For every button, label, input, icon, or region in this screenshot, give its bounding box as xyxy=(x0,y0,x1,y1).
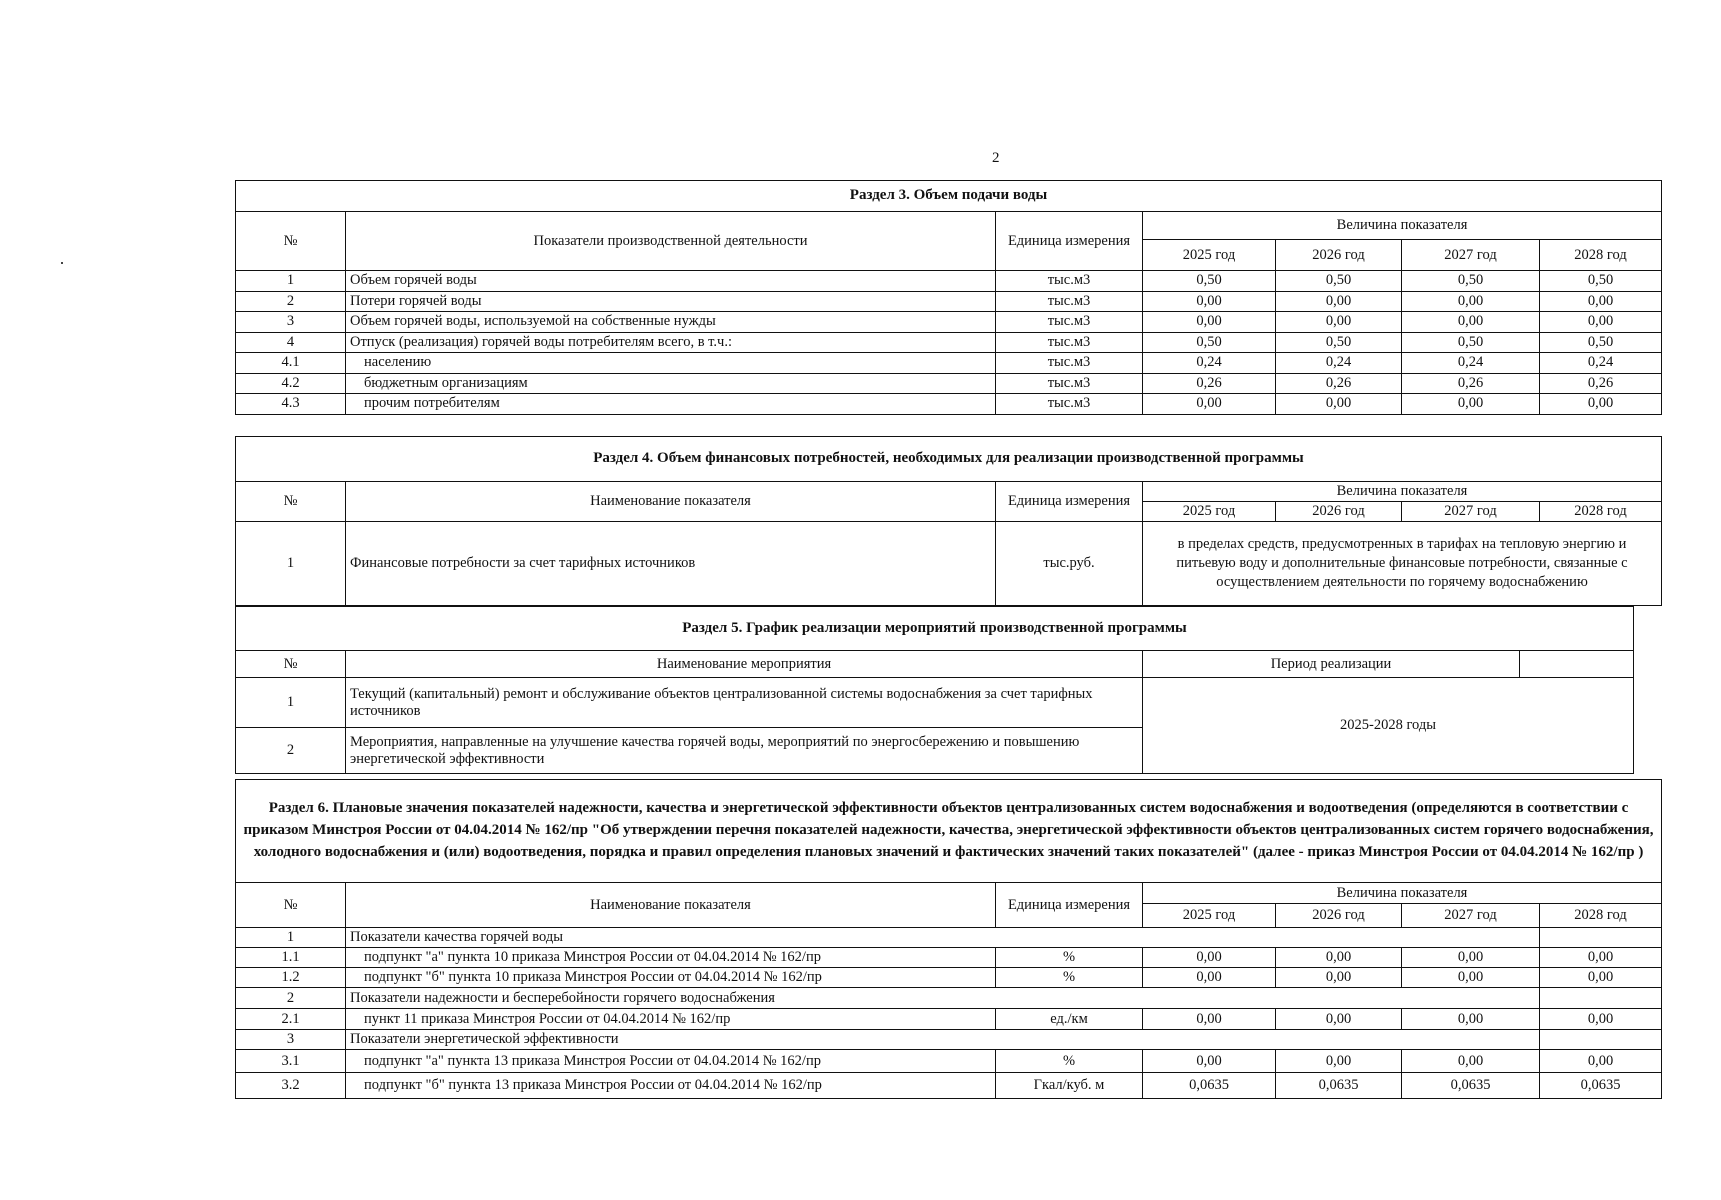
year-header: 2025 год xyxy=(1143,240,1276,271)
col-num-header: № xyxy=(236,651,346,678)
row-value: 0,00 xyxy=(1143,968,1276,988)
group-row xyxy=(236,988,1662,1009)
row-unit: % xyxy=(996,968,1143,988)
year-header: 2027 год xyxy=(1402,904,1540,928)
year-header: 2026 год xyxy=(1276,502,1402,522)
row-unit: тыс.м3 xyxy=(996,271,1143,292)
row-value: 0,00 xyxy=(1276,1050,1402,1073)
empty-cell xyxy=(1540,928,1662,948)
row-value: 0,00 xyxy=(1402,968,1540,988)
row-unit: тыс.м3 xyxy=(996,353,1143,374)
empty-cell xyxy=(1540,1030,1662,1050)
row-num: 1 xyxy=(236,271,346,292)
col-unit-header: Единица измерения xyxy=(996,482,1143,522)
row-value: 0,50 xyxy=(1402,271,1540,292)
row-value: 0,00 xyxy=(1276,968,1402,988)
row-num: 2 xyxy=(236,988,346,1009)
row-unit: % xyxy=(996,1050,1143,1073)
col-period-header: Период реализации xyxy=(1143,651,1520,678)
row-name: подпункт "а" пункта 13 приказа Минстроя России от 04.04.2014 № 162/пр xyxy=(346,1050,996,1073)
section3-title: Раздел 3. Объем подачи воды xyxy=(236,181,1662,212)
table-row xyxy=(236,271,1662,292)
empty-cell xyxy=(996,988,1540,1009)
group-row xyxy=(236,1030,1662,1050)
row-num: 1 xyxy=(236,678,346,728)
year-header: 2027 год xyxy=(1402,502,1540,522)
table-row xyxy=(236,1073,1662,1099)
row-value: 0,26 xyxy=(1276,373,1402,394)
section4-title: Раздел 4. Объем финансовых потребностей, необходимых для реализации производственной программы xyxy=(236,437,1662,482)
row-name: Финансовые потребности за счет тарифных источников xyxy=(346,522,996,606)
year-header: 2028 год xyxy=(1540,502,1662,522)
row-value: 0,0635 xyxy=(1540,1073,1662,1099)
group-name: Показатели надежности и бесперебойности горячего водоснабжения xyxy=(346,988,996,1009)
row-unit: тыс.м3 xyxy=(996,394,1143,415)
table-row xyxy=(236,312,1662,333)
row-value: 0,00 xyxy=(1540,312,1662,333)
col-value-header: Величина показателя xyxy=(1143,883,1662,904)
row-value: 0,00 xyxy=(1540,394,1662,415)
col-unit-header: Единица измерения xyxy=(996,883,1143,928)
row-value: 0,00 xyxy=(1402,1050,1540,1073)
row-value: 0,0635 xyxy=(1402,1073,1540,1099)
row-value: 0,00 xyxy=(1402,291,1540,312)
group-name: Показатели энергетической эффективности xyxy=(346,1030,996,1050)
row-name: населению xyxy=(346,353,996,374)
row-name: Текущий (капитальный) ремонт и обслуживание объектов централизованной системы водоснабжения за счет тарифных источников xyxy=(346,678,1143,728)
row-name: пункт 11 приказа Минстроя России от 04.04.2014 № 162/пр xyxy=(346,1009,996,1030)
row-value: 0,50 xyxy=(1143,271,1276,292)
col-name-header: Показатели производственной деятельности xyxy=(346,212,996,271)
year-header: 2026 год xyxy=(1276,904,1402,928)
col-value-header: Величина показателя xyxy=(1143,482,1662,502)
row-num: 1.1 xyxy=(236,948,346,968)
section3-table xyxy=(235,180,1662,415)
table-row xyxy=(236,373,1662,394)
group-row xyxy=(236,928,1662,948)
section5-table xyxy=(235,606,1634,774)
row-value: 0,50 xyxy=(1276,271,1402,292)
row-name: подпункт "а" пункта 10 приказа Минстроя России от 04.04.2014 № 162/пр xyxy=(346,948,996,968)
row-num: 2.1 xyxy=(236,1009,346,1030)
row-value: 0,00 xyxy=(1143,948,1276,968)
row-value: 0,24 xyxy=(1143,353,1276,374)
row-num: 3 xyxy=(236,312,346,333)
row-unit: Гкал/куб. м xyxy=(996,1073,1143,1099)
row-name: Мероприятия, направленные на улучшение качества горячей воды, мероприятий по энергосбережению и повышению энергетической эффективности xyxy=(346,728,1143,774)
row-value: 0,00 xyxy=(1540,968,1662,988)
row-unit: ед./км xyxy=(996,1009,1143,1030)
row-value: 0,0635 xyxy=(1143,1073,1276,1099)
row-value: 0,00 xyxy=(1540,1009,1662,1030)
row-value: 0,24 xyxy=(1402,353,1540,374)
col-num-header: № xyxy=(236,482,346,522)
row-value: 0,24 xyxy=(1540,353,1662,374)
row-num: 4.1 xyxy=(236,353,346,374)
row-value: 0,0635 xyxy=(1276,1073,1402,1099)
row-value: 0,26 xyxy=(1402,373,1540,394)
row-num: 4.3 xyxy=(236,394,346,415)
row-value: 0,50 xyxy=(1540,271,1662,292)
row-value: 0,00 xyxy=(1143,394,1276,415)
row-name: Отпуск (реализация) горячей воды потребителям всего, в т.ч.: xyxy=(346,332,996,353)
row-value: 0,00 xyxy=(1402,312,1540,333)
table-row xyxy=(236,1009,1662,1030)
year-header: 2025 год xyxy=(1143,502,1276,522)
row-num: 4 xyxy=(236,332,346,353)
row-unit: тыс.м3 xyxy=(996,312,1143,333)
empty-cell xyxy=(996,1030,1540,1050)
row-value: 0,00 xyxy=(1540,291,1662,312)
row-unit: тыс.м3 xyxy=(996,332,1143,353)
row-name: бюджетным организациям xyxy=(346,373,996,394)
row-value: 0,50 xyxy=(1276,332,1402,353)
row-num: 2 xyxy=(236,291,346,312)
table-row xyxy=(236,353,1662,374)
year-header: 2028 год xyxy=(1540,240,1662,271)
col-name-header: Наименование мероприятия xyxy=(346,651,1143,678)
row-value: 0,00 xyxy=(1276,312,1402,333)
row-unit: тыс.м3 xyxy=(996,373,1143,394)
empty-header-cell xyxy=(1520,651,1634,678)
row-unit: тыс.руб. xyxy=(996,522,1143,606)
year-header: 2028 год xyxy=(1540,904,1662,928)
section6-table xyxy=(235,779,1662,1099)
row-name: прочим потребителям xyxy=(346,394,996,415)
table-row xyxy=(236,332,1662,353)
row-value: 0,00 xyxy=(1276,291,1402,312)
row-num: 1 xyxy=(236,928,346,948)
row-num: 4.2 xyxy=(236,373,346,394)
row-num: 2 xyxy=(236,728,346,774)
row-value: 0,00 xyxy=(1276,1009,1402,1030)
col-num-header: № xyxy=(236,883,346,928)
row-value: 0,00 xyxy=(1540,1050,1662,1073)
row-value: 0,50 xyxy=(1402,332,1540,353)
row-name: Объем горячей воды xyxy=(346,271,996,292)
table-row xyxy=(236,948,1662,968)
row-value: 0,50 xyxy=(1540,332,1662,353)
row-name: Потери горячей воды xyxy=(346,291,996,312)
row-num: 3 xyxy=(236,1030,346,1050)
row-value: 0,26 xyxy=(1143,373,1276,394)
row-unit: % xyxy=(996,948,1143,968)
empty-cell xyxy=(1540,988,1662,1009)
row-value: 0,24 xyxy=(1276,353,1402,374)
col-name-header: Наименование показателя xyxy=(346,883,996,928)
table-row xyxy=(236,1050,1662,1073)
row-value: 0,00 xyxy=(1402,394,1540,415)
year-header: 2025 год xyxy=(1143,904,1276,928)
section5-title: Раздел 5. График реализации мероприятий производственной программы xyxy=(236,607,1634,651)
row-unit: тыс.м3 xyxy=(996,291,1143,312)
group-name: Показатели качества горячей воды xyxy=(346,928,996,948)
section6-title: Раздел 6. Плановые значения показателей надежности, качества и энергетической эффективности объектов централизованных систем водоснабжения и водоотведения (определяются в соответствии с приказом Минстроя России от 04.04.2014 № 162/пр "Об утверждении перечня показателей надежности, качества, энергетической эффективности объектов централизованных систем горячего водоснабжения, холодного водоснабжения и (или) водоотведения, порядка и правил определения плановых значений и фактических значений таких показателей" (далее - приказ Минстроя России от 04.04.2014 № 162/пр ) xyxy=(236,780,1662,883)
year-header: 2027 год xyxy=(1402,240,1540,271)
scan-speck xyxy=(61,262,63,264)
row-num: 1 xyxy=(236,522,346,606)
section4-table xyxy=(235,436,1662,606)
empty-cell xyxy=(996,928,1540,948)
col-value-header: Величина показателя xyxy=(1143,212,1662,240)
row-num: 3.1 xyxy=(236,1050,346,1073)
row-value: 0,00 xyxy=(1276,948,1402,968)
row-name: подпункт "б" пункта 13 приказа Минстроя России от 04.04.2014 № 162/пр xyxy=(346,1073,996,1099)
row-value: в пределах средств, предусмотренных в тарифах на тепловую энергию и питьевую воду и дополнительные финансовые потребности, связанные с осуществлением деятельности по горячему водоснабжению xyxy=(1143,522,1662,606)
row-value: 0,00 xyxy=(1143,291,1276,312)
col-num-header: № xyxy=(236,212,346,271)
row-value: 0,00 xyxy=(1402,1009,1540,1030)
row-value: 0,50 xyxy=(1143,332,1276,353)
col-unit-header: Единица измерения xyxy=(996,212,1143,271)
row-name: подпункт "б" пункта 10 приказа Минстроя России от 04.04.2014 № 162/пр xyxy=(346,968,996,988)
row-value: 0,00 xyxy=(1143,1009,1276,1030)
row-value: 0,26 xyxy=(1540,373,1662,394)
row-num: 1.2 xyxy=(236,968,346,988)
row-value: 0,00 xyxy=(1143,1050,1276,1073)
table-row xyxy=(236,968,1662,988)
period-value: 2025-2028 годы xyxy=(1143,678,1634,774)
row-name: Объем горячей воды, используемой на собственные нужды xyxy=(346,312,996,333)
row-value: 0,00 xyxy=(1540,948,1662,968)
row-num: 3.2 xyxy=(236,1073,346,1099)
row-value: 0,00 xyxy=(1143,312,1276,333)
table-row xyxy=(236,394,1662,415)
year-header: 2026 год xyxy=(1276,240,1402,271)
col-name-header: Наименование показателя xyxy=(346,482,996,522)
row-value: 0,00 xyxy=(1402,948,1540,968)
row-value: 0,00 xyxy=(1276,394,1402,415)
table-row xyxy=(236,291,1662,312)
